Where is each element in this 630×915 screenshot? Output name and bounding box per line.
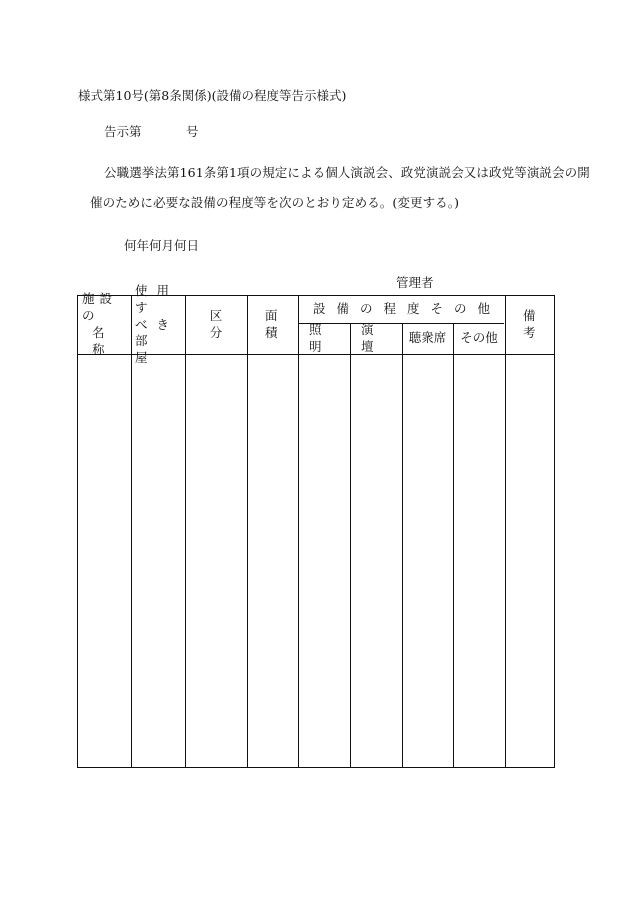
notice-label: 告示第 [104, 124, 142, 139]
header-podium-label: 演壇 [361, 321, 385, 354]
notice-number-line [104, 122, 199, 140]
header-facility-name-line2: 名称 [92, 325, 123, 357]
header-division [185, 296, 251, 354]
table-divider [298, 296, 299, 767]
notice-suffix: 号 [186, 124, 199, 139]
header-room-line1: 使用す [135, 282, 179, 315]
manager-label: 管理者 [396, 275, 434, 290]
table-divider [131, 296, 132, 767]
header-remarks [505, 296, 556, 354]
header-lighting-label: 照明 [309, 321, 333, 354]
header-podium [350, 323, 402, 354]
header-area-label: 面積 [265, 308, 296, 340]
header-room-line3: 屋 [135, 350, 148, 366]
table-divider [350, 323, 351, 767]
table-divider [247, 296, 248, 767]
header-equipment [298, 296, 505, 323]
table-divider [505, 296, 506, 767]
header-other [453, 323, 505, 354]
header-other-label: その他 [460, 330, 498, 346]
header-division-label: 区分 [209, 308, 251, 340]
table-divider [402, 323, 403, 767]
header-audience-seats-label: 聴衆席 [408, 330, 447, 346]
body-text-line-1: 公職選挙法第161条第1項の規定による個人演説会、政党演説会又は政党等演説会の開 [104, 165, 590, 180]
header-facility-name-line1: 施設の [82, 291, 118, 324]
date-placeholder: 何年何月何日 [124, 238, 200, 253]
table-divider [453, 323, 454, 767]
header-lighting [298, 323, 350, 354]
header-remarks-label: 備考 [523, 308, 554, 340]
form-title: 様式第10号(第8条関係)(設備の程度等告示様式) [78, 88, 347, 103]
header-facility-name [78, 291, 131, 357]
table-divider [185, 296, 186, 767]
header-audience-seats [402, 323, 453, 354]
header-room [131, 282, 185, 366]
header-equipment-label: 設備の程度その他 [312, 301, 501, 317]
header-room-line2: べき部 [135, 316, 179, 349]
header-area [247, 296, 298, 354]
body-text-line-2: 催のために必要な設備の程度等を次のとおり定める。(変更する。) [90, 195, 460, 210]
